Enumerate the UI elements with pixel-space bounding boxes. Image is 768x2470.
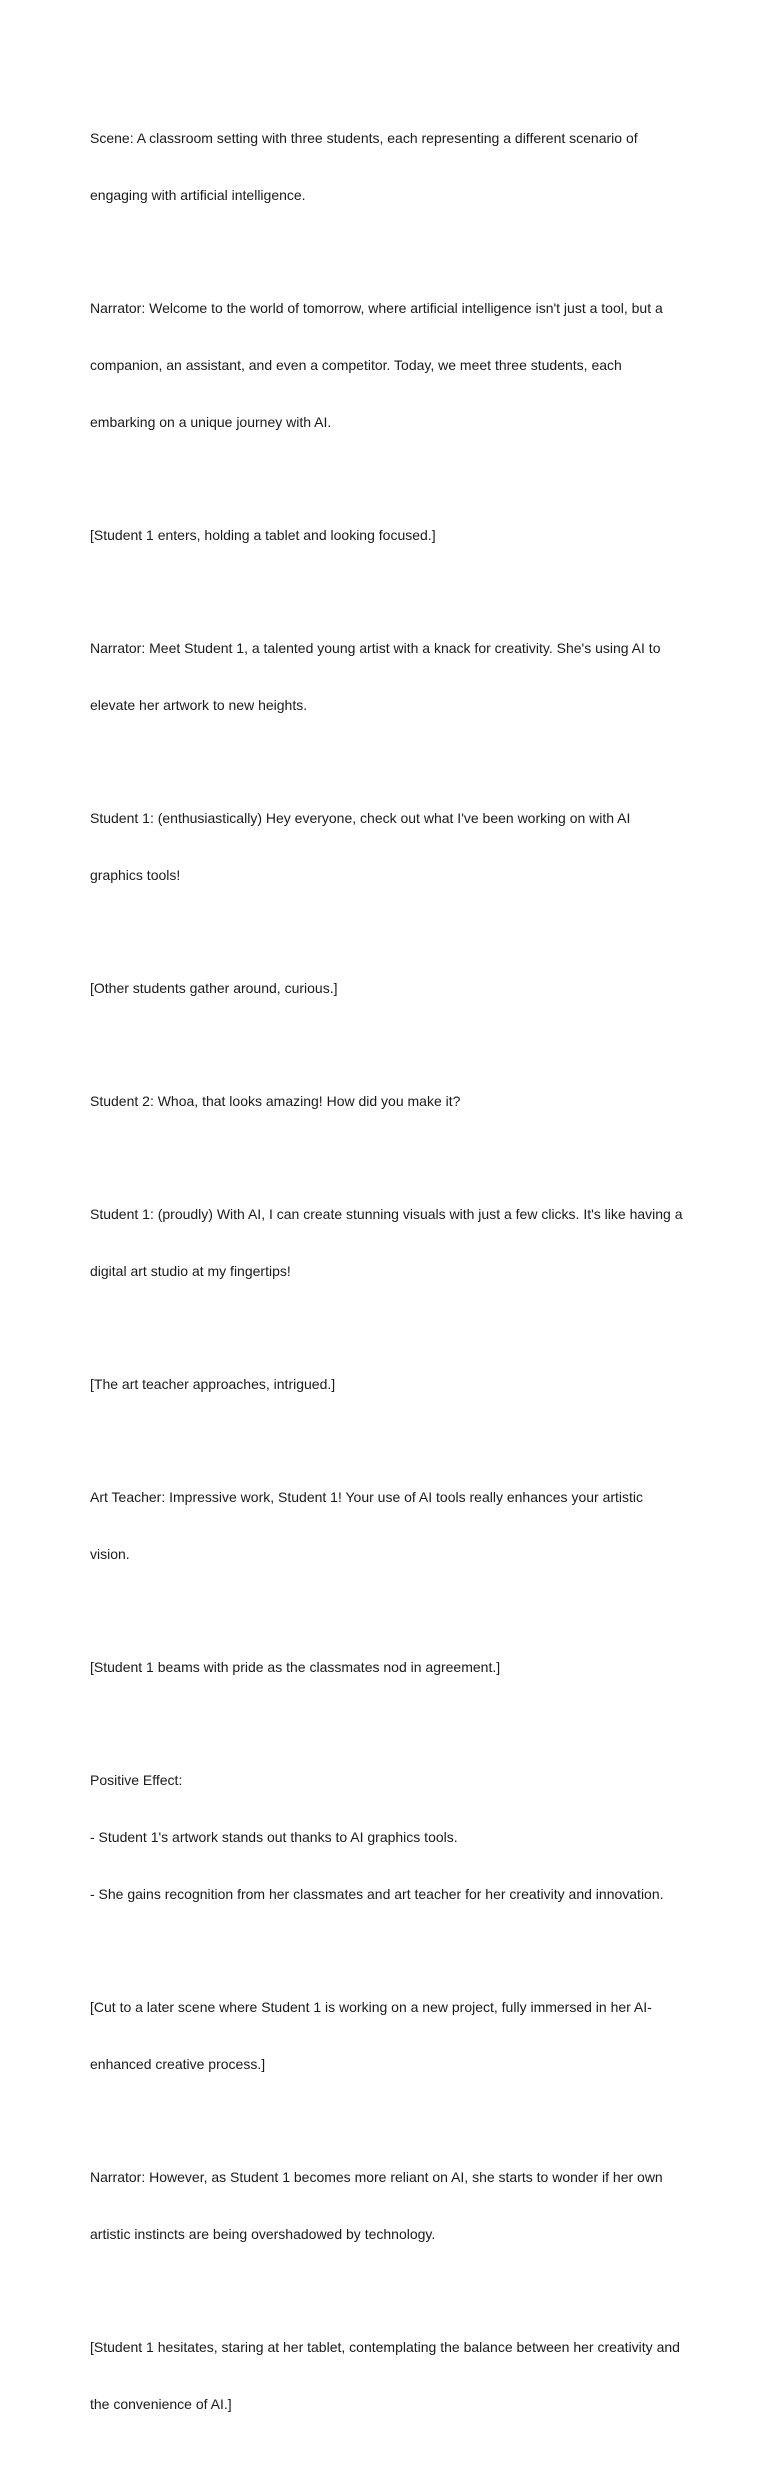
paragraph-student1-line	[90, 771, 690, 923]
text-line: [Student 1 hesitates, staring at her tablet, contemplating the balance between her creativity and	[90, 2339, 680, 2355]
text-line: artistic instincts are being overshadowed by technology.	[90, 2226, 436, 2242]
text-line: vision.	[90, 1546, 130, 1562]
text-line: [Student 1 beams with pride as the classmates nod in agreement.]	[90, 1659, 501, 1675]
paragraph-student2-line	[90, 1054, 690, 1149]
paragraph-stage-direction	[90, 488, 690, 583]
paragraph-scene	[90, 91, 690, 243]
text-line: graphics tools!	[90, 867, 181, 883]
paragraph-student1-line	[90, 1167, 690, 1319]
text-line: embarking on a unique journey with AI.	[90, 414, 332, 430]
text-line: Student 1: (enthusiastically) Hey everyone, check out what I've been working on with AI	[90, 810, 631, 826]
text-line: Scene: A classroom setting with three students, each representing a different scenario of	[90, 130, 638, 146]
bullet-line: - Student 1's artwork stands out thanks to AI graphics tools.	[90, 1829, 458, 1845]
text-line: [Student 1 enters, holding a tablet and looking focused.]	[90, 527, 436, 543]
paragraph-stage-direction	[90, 2300, 690, 2452]
paragraph-stage-direction	[90, 1337, 690, 1432]
text-line: [Other students gather around, curious.]	[90, 980, 338, 996]
bullet-line: - She gains recognition from her classmates and art teacher for her creativity and innovation.	[90, 1886, 664, 1902]
text-line: [The art teacher approaches, intrigued.]	[90, 1376, 336, 1392]
text-line: Narrator: However, as Student 1 becomes more reliant on AI, she starts to wonder if her own	[90, 2169, 663, 2185]
text-line: digital art studio at my fingertips!	[90, 1263, 291, 1279]
text-line: Student 1: (proudly) With AI, I can create stunning visuals with just a few clicks. It's like having a	[90, 1206, 683, 1222]
text-line: enhanced creative process.]	[90, 2056, 266, 2072]
paragraph-narrator-meet	[90, 601, 690, 753]
text-line: Positive Effect:	[90, 1772, 183, 1788]
paragraph-art-teacher-line	[90, 1450, 690, 1602]
paragraph-stage-direction	[90, 941, 690, 1036]
text-line: engaging with artificial intelligence.	[90, 187, 306, 203]
document-page	[90, 91, 690, 2470]
text-line: Student 2: Whoa, that looks amazing! How did you make it?	[90, 1093, 461, 1109]
text-line: companion, an assistant, and even a competitor. Today, we meet three students, each	[90, 357, 622, 373]
paragraph-stage-direction	[90, 1620, 690, 1715]
paragraph-narrator-however	[90, 2130, 690, 2282]
paragraph-positive-effect	[90, 1733, 690, 1942]
text-line: the convenience of AI.]	[90, 2396, 232, 2412]
text-line: Narrator: Welcome to the world of tomorrow, where artificial intelligence isn't just a tool, but a	[90, 300, 663, 316]
text-line: elevate her artwork to new heights.	[90, 697, 308, 713]
paragraph-narrator-intro	[90, 261, 690, 470]
text-line: Narrator: Meet Student 1, a talented young artist with a knack for creativity. She's using AI to	[90, 640, 661, 656]
paragraph-stage-direction	[90, 1960, 690, 2112]
text-line: Art Teacher: Impressive work, Student 1! Your use of AI tools really enhances your artistic	[90, 1489, 644, 1505]
text-line: [Cut to a later scene where Student 1 is working on a new project, fully immersed in her AI-	[90, 1999, 652, 2015]
